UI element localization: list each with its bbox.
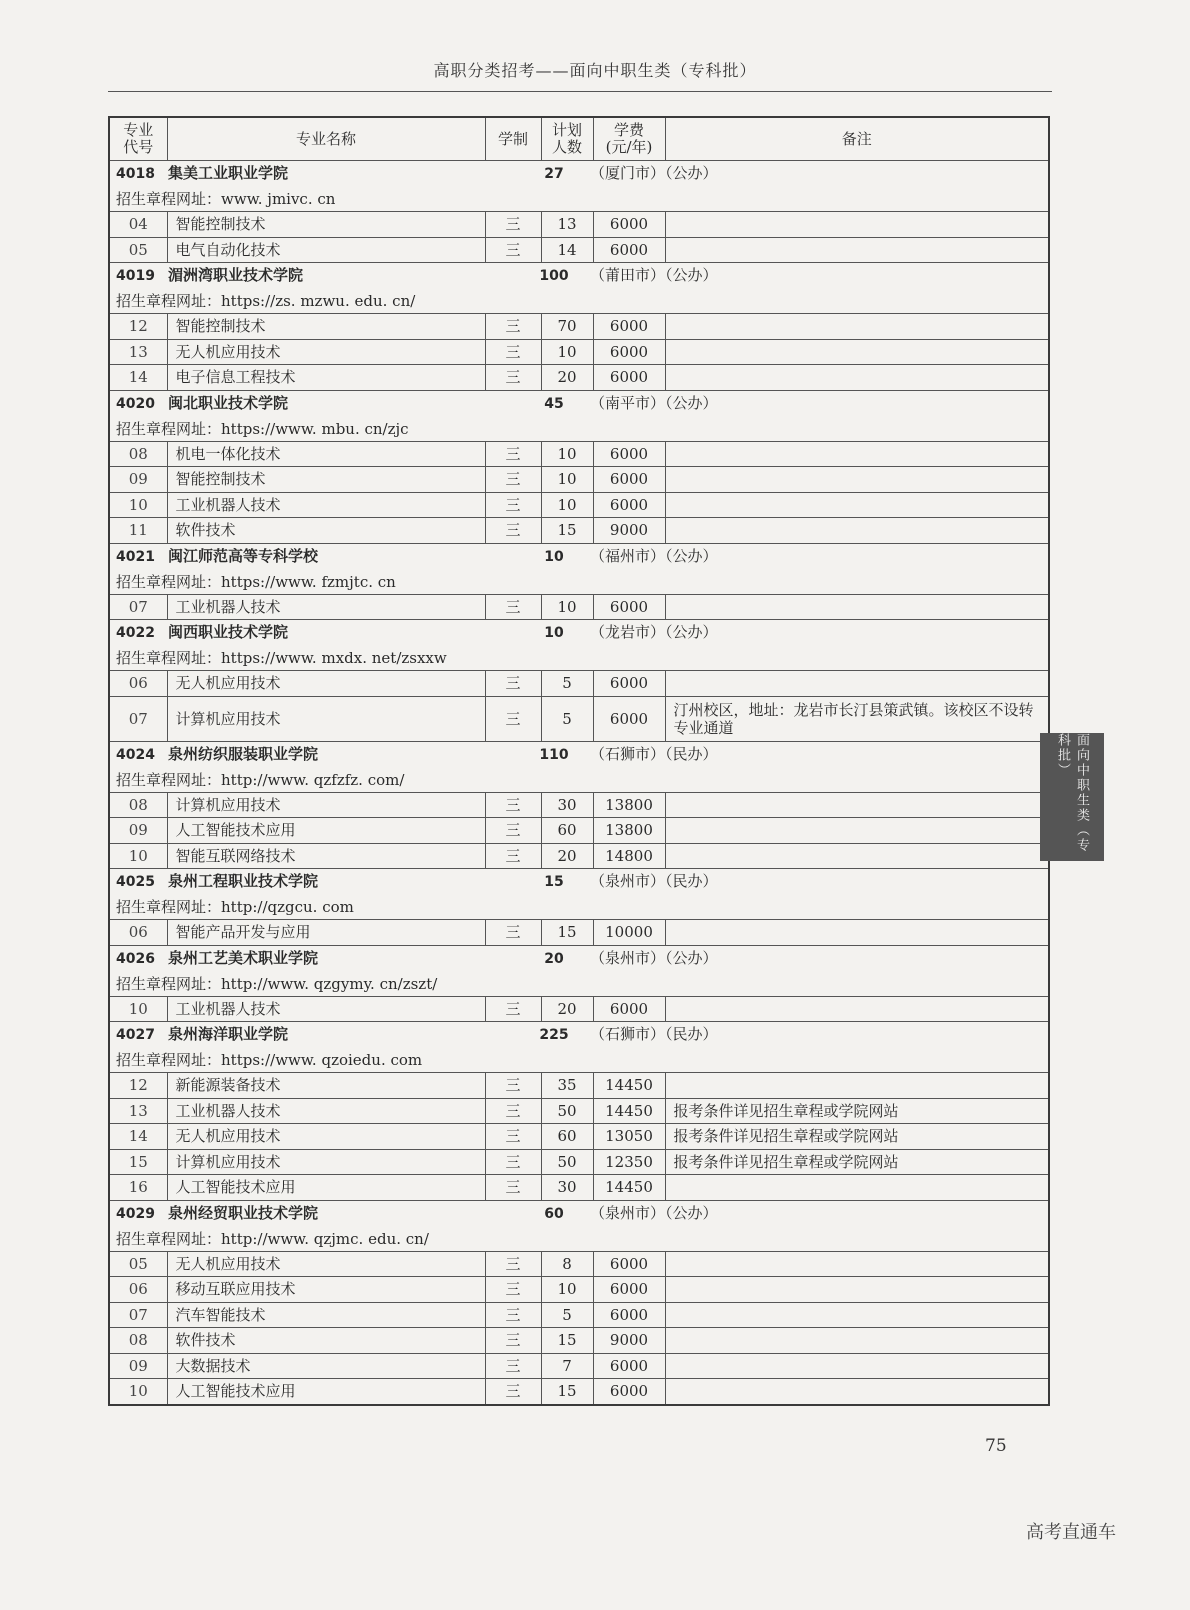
major-row xyxy=(109,1098,1049,1124)
school-url-row xyxy=(109,768,1049,793)
major-code: 06 xyxy=(109,920,167,946)
major-name: 计算机应用技术 xyxy=(167,696,485,741)
major-note xyxy=(665,212,1049,238)
school-location: （泉州市）（民办） xyxy=(590,872,718,890)
major-note xyxy=(665,1175,1049,1201)
school-plan: 60 xyxy=(544,1205,564,1222)
school-code: 4021 xyxy=(116,548,155,565)
school-plan: 45 xyxy=(544,395,564,412)
major-length: 三 xyxy=(485,1353,541,1379)
major-code: 12 xyxy=(109,1073,167,1099)
major-plan: 50 xyxy=(541,1149,593,1175)
major-plan: 20 xyxy=(541,996,593,1022)
major-length: 三 xyxy=(485,1098,541,1124)
major-code: 07 xyxy=(109,594,167,620)
major-code: 04 xyxy=(109,212,167,238)
school-location: （厦门市）（公办） xyxy=(590,164,718,182)
major-name: 工业机器人技术 xyxy=(167,996,485,1022)
major-code: 10 xyxy=(109,996,167,1022)
major-length: 三 xyxy=(485,1175,541,1201)
major-fee: 12350 xyxy=(593,1149,665,1175)
major-length: 三 xyxy=(485,696,541,741)
major-note xyxy=(665,1277,1049,1303)
major-plan: 20 xyxy=(541,843,593,869)
major-fee: 10000 xyxy=(593,920,665,946)
major-row xyxy=(109,696,1049,741)
col-header-length: 学制 xyxy=(485,117,541,161)
header-rule xyxy=(108,91,1052,92)
major-row xyxy=(109,492,1049,518)
school-name: 闽北职业技术学院 xyxy=(168,393,289,412)
major-note xyxy=(665,818,1049,844)
major-code: 10 xyxy=(109,492,167,518)
major-fee: 9000 xyxy=(593,518,665,544)
school-url: www. jmivc. cn xyxy=(221,190,336,208)
major-plan: 60 xyxy=(541,818,593,844)
major-row xyxy=(109,920,1049,946)
school-url: http://www. qzgymy. cn/zszt/ xyxy=(221,974,438,993)
school-name: 泉州工程职业技术学院 xyxy=(168,872,319,890)
major-fee: 6000 xyxy=(593,365,665,391)
major-plan: 10 xyxy=(541,1277,593,1303)
major-note xyxy=(665,237,1049,263)
major-length: 三 xyxy=(485,339,541,365)
major-name: 工业机器人技术 xyxy=(167,594,485,620)
major-name: 工业机器人技术 xyxy=(167,1098,485,1124)
major-length: 三 xyxy=(485,1379,541,1405)
major-plan: 70 xyxy=(541,314,593,340)
page-number: 75 xyxy=(985,1436,1007,1456)
major-length: 三 xyxy=(485,492,541,518)
major-note: 报考条件详见招生章程或学院网站 xyxy=(665,1124,1049,1150)
major-row xyxy=(109,467,1049,493)
major-row xyxy=(109,314,1049,340)
major-code: 08 xyxy=(109,441,167,467)
major-note xyxy=(665,792,1049,818)
major-note xyxy=(665,1302,1049,1328)
major-name: 计算机应用技术 xyxy=(167,1149,485,1175)
major-name: 人工智能技术应用 xyxy=(167,818,485,844)
major-note: 报考条件详见招生章程或学院网站 xyxy=(665,1098,1049,1124)
major-code: 09 xyxy=(109,818,167,844)
major-fee: 14450 xyxy=(593,1098,665,1124)
major-length: 三 xyxy=(485,467,541,493)
major-plan: 13 xyxy=(541,212,593,238)
major-note xyxy=(665,1073,1049,1099)
major-length: 三 xyxy=(485,441,541,467)
school-location: （石狮市）（民办） xyxy=(590,744,718,763)
school-row xyxy=(109,741,1049,768)
major-fee: 14450 xyxy=(593,1175,665,1201)
major-length: 三 xyxy=(485,365,541,391)
major-code: 12 xyxy=(109,314,167,340)
school-row xyxy=(109,1200,1049,1227)
major-length: 三 xyxy=(485,1302,541,1328)
school-plan: 10 xyxy=(544,625,564,641)
major-name: 智能互联网络技术 xyxy=(167,843,485,869)
major-note xyxy=(665,1379,1049,1405)
major-row xyxy=(109,1277,1049,1303)
school-url-row xyxy=(109,895,1049,920)
major-row xyxy=(109,1175,1049,1201)
major-name: 汽车智能技术 xyxy=(167,1302,485,1328)
major-row xyxy=(109,1353,1049,1379)
major-plan: 14 xyxy=(541,237,593,263)
school-url: http://www. qzjmc. edu. cn/ xyxy=(221,1229,429,1248)
major-row xyxy=(109,441,1049,467)
major-name: 智能产品开发与应用 xyxy=(167,920,485,946)
school-location: （莆田市）（公办） xyxy=(590,266,718,284)
major-plan: 5 xyxy=(541,671,593,697)
major-plan: 15 xyxy=(541,518,593,544)
major-note xyxy=(665,843,1049,869)
major-length: 三 xyxy=(485,1251,541,1277)
major-note xyxy=(665,1328,1049,1354)
school-url: https://www. mxdx. net/zsxxw xyxy=(221,649,447,667)
major-name: 电子信息工程技术 xyxy=(167,365,485,391)
major-plan: 8 xyxy=(541,1251,593,1277)
major-name: 新能源装备技术 xyxy=(167,1073,485,1099)
school-url: http://qzgcu. com xyxy=(221,898,354,916)
major-note xyxy=(665,339,1049,365)
major-fee: 6000 xyxy=(593,1379,665,1405)
school-code: 4027 xyxy=(116,1027,155,1043)
url-label: 招生章程网址： xyxy=(116,974,222,993)
major-plan: 10 xyxy=(541,467,593,493)
major-row xyxy=(109,237,1049,263)
major-note xyxy=(665,365,1049,391)
major-note xyxy=(665,314,1049,340)
major-fee: 6000 xyxy=(593,492,665,518)
major-row xyxy=(109,996,1049,1022)
major-code: 09 xyxy=(109,467,167,493)
school-location: （石狮市）（民办） xyxy=(590,1025,718,1043)
school-url-row xyxy=(109,1227,1049,1252)
major-length: 三 xyxy=(485,843,541,869)
school-row xyxy=(109,543,1049,570)
school-code: 4018 xyxy=(116,166,155,182)
school-name: 闽江师范高等专科学校 xyxy=(168,546,319,565)
major-plan: 35 xyxy=(541,1073,593,1099)
school-location: （泉州市）（公办） xyxy=(590,948,718,967)
school-location: （龙岩市）（公办） xyxy=(590,623,718,641)
major-name: 移动互联应用技术 xyxy=(167,1277,485,1303)
major-fee: 6000 xyxy=(593,467,665,493)
major-note xyxy=(665,518,1049,544)
major-length: 三 xyxy=(485,920,541,946)
school-name: 湄洲湾职业技术学院 xyxy=(168,266,304,284)
major-plan: 5 xyxy=(541,1302,593,1328)
major-note xyxy=(665,1353,1049,1379)
major-fee: 6000 xyxy=(593,1277,665,1303)
major-plan: 7 xyxy=(541,1353,593,1379)
school-location: （福州市）（公办） xyxy=(590,546,718,565)
school-url-row xyxy=(109,570,1049,595)
school-url-row xyxy=(109,1048,1049,1073)
major-name: 无人机应用技术 xyxy=(167,1124,485,1150)
major-fee: 6000 xyxy=(593,1353,665,1379)
major-fee: 6000 xyxy=(593,996,665,1022)
major-plan: 10 xyxy=(541,492,593,518)
major-name: 智能控制技术 xyxy=(167,212,485,238)
major-plan: 30 xyxy=(541,1175,593,1201)
table-header-row xyxy=(109,117,1049,161)
col-header-name: 专业名称 xyxy=(167,117,485,161)
major-plan: 5 xyxy=(541,696,593,741)
major-row xyxy=(109,1302,1049,1328)
major-plan: 20 xyxy=(541,365,593,391)
major-row xyxy=(109,1379,1049,1405)
major-row xyxy=(109,843,1049,869)
major-row xyxy=(109,671,1049,697)
school-code: 4024 xyxy=(116,746,155,763)
major-name: 无人机应用技术 xyxy=(167,339,485,365)
major-code: 07 xyxy=(109,1302,167,1328)
school-code: 4029 xyxy=(116,1205,155,1222)
school-url: https://www. fzmjtc. cn xyxy=(221,572,396,591)
major-note xyxy=(665,492,1049,518)
major-length: 三 xyxy=(485,518,541,544)
major-length: 三 xyxy=(485,671,541,697)
school-code: 4022 xyxy=(116,625,155,641)
major-name: 软件技术 xyxy=(167,1328,485,1354)
major-plan: 60 xyxy=(541,1124,593,1150)
url-label: 招生章程网址： xyxy=(116,292,222,310)
major-plan: 50 xyxy=(541,1098,593,1124)
major-row xyxy=(109,518,1049,544)
major-length: 三 xyxy=(485,1073,541,1099)
school-row xyxy=(109,945,1049,972)
major-code: 08 xyxy=(109,1328,167,1354)
major-fee: 9000 xyxy=(593,1328,665,1354)
major-fee: 14450 xyxy=(593,1073,665,1099)
school-row xyxy=(109,161,1049,188)
major-row xyxy=(109,792,1049,818)
school-name: 泉州工艺美术职业学院 xyxy=(168,948,319,967)
school-code: 4020 xyxy=(116,395,155,412)
major-fee: 6000 xyxy=(593,594,665,620)
major-length: 三 xyxy=(485,237,541,263)
school-code: 4025 xyxy=(116,874,155,890)
url-label: 招生章程网址： xyxy=(116,770,222,789)
major-name: 计算机应用技术 xyxy=(167,792,485,818)
major-note: 报考条件详见招生章程或学院网站 xyxy=(665,1149,1049,1175)
school-url: https://www. mbu. cn/zjc xyxy=(221,419,409,438)
major-fee: 6000 xyxy=(593,314,665,340)
major-code: 06 xyxy=(109,671,167,697)
major-row xyxy=(109,594,1049,620)
school-code: 4026 xyxy=(116,950,155,967)
major-row xyxy=(109,1251,1049,1277)
major-note xyxy=(665,996,1049,1022)
major-fee: 6000 xyxy=(593,212,665,238)
url-label: 招生章程网址： xyxy=(116,190,222,208)
major-code: 16 xyxy=(109,1175,167,1201)
school-name: 集美工业职业学院 xyxy=(168,164,289,182)
school-url-row xyxy=(109,289,1049,314)
major-code: 10 xyxy=(109,843,167,869)
major-code: 05 xyxy=(109,237,167,263)
major-note: 汀州校区，地址：龙岩市长汀县策武镇。该校区不设转专业通道 xyxy=(665,696,1049,741)
major-code: 10 xyxy=(109,1379,167,1405)
table-body xyxy=(109,161,1049,1405)
major-length: 三 xyxy=(485,996,541,1022)
major-plan: 30 xyxy=(541,792,593,818)
major-fee: 6000 xyxy=(593,1251,665,1277)
col-header-code: 专业 代号 xyxy=(109,117,167,161)
url-label: 招生章程网址： xyxy=(116,898,222,916)
major-note xyxy=(665,1251,1049,1277)
major-length: 三 xyxy=(485,314,541,340)
major-length: 三 xyxy=(485,594,541,620)
major-length: 三 xyxy=(485,212,541,238)
major-code: 09 xyxy=(109,1353,167,1379)
major-name: 无人机应用技术 xyxy=(167,1251,485,1277)
school-name: 闽西职业技术学院 xyxy=(168,623,289,641)
major-note xyxy=(665,441,1049,467)
school-url: http://www. qzfzfz. com/ xyxy=(221,770,405,789)
major-code: 07 xyxy=(109,696,167,741)
school-plan: 27 xyxy=(544,166,564,182)
major-name: 工业机器人技术 xyxy=(167,492,485,518)
major-plan: 15 xyxy=(541,920,593,946)
major-code: 14 xyxy=(109,365,167,391)
school-code: 4019 xyxy=(116,268,155,284)
major-name: 智能控制技术 xyxy=(167,314,485,340)
major-fee: 6000 xyxy=(593,237,665,263)
major-fee: 6000 xyxy=(593,696,665,741)
major-note xyxy=(665,671,1049,697)
enrollment-table xyxy=(108,116,1050,1406)
school-name: 泉州海洋职业学院 xyxy=(168,1025,289,1043)
school-url-row xyxy=(109,417,1049,442)
school-url: https://www. qzoiedu. com xyxy=(221,1051,423,1069)
major-fee: 13050 xyxy=(593,1124,665,1150)
major-length: 三 xyxy=(485,1328,541,1354)
col-header-plan: 计划 人数 xyxy=(541,117,593,161)
major-length: 三 xyxy=(485,1277,541,1303)
major-code: 15 xyxy=(109,1149,167,1175)
major-name: 人工智能技术应用 xyxy=(167,1379,485,1405)
major-code: 11 xyxy=(109,518,167,544)
col-header-note: 备注 xyxy=(665,117,1049,161)
watermark: 高考直通车 xyxy=(1026,1522,1116,1543)
major-name: 智能控制技术 xyxy=(167,467,485,493)
major-plan: 10 xyxy=(541,441,593,467)
school-plan: 225 xyxy=(539,1027,569,1043)
school-row xyxy=(109,620,1049,647)
major-fee: 6000 xyxy=(593,441,665,467)
school-plan: 100 xyxy=(539,268,569,284)
major-row xyxy=(109,212,1049,238)
major-row xyxy=(109,365,1049,391)
major-fee: 13800 xyxy=(593,792,665,818)
school-plan: 15 xyxy=(544,874,564,890)
major-code: 13 xyxy=(109,1098,167,1124)
col-header-fee: 学费 (元/年) xyxy=(593,117,665,161)
major-note xyxy=(665,920,1049,946)
url-label: 招生章程网址： xyxy=(116,1051,222,1069)
major-row xyxy=(109,1149,1049,1175)
school-row xyxy=(109,263,1049,290)
major-note xyxy=(665,594,1049,620)
major-fee: 14800 xyxy=(593,843,665,869)
major-name: 人工智能技术应用 xyxy=(167,1175,485,1201)
running-head: 高职分类招考——面向中职生类（专科批） xyxy=(433,61,757,80)
major-fee: 6000 xyxy=(593,1302,665,1328)
major-length: 三 xyxy=(485,1149,541,1175)
url-label: 招生章程网址： xyxy=(116,649,222,667)
school-location: （泉州市）（公办） xyxy=(590,1203,718,1222)
school-url: https://zs. mzwu. edu. cn/ xyxy=(221,292,416,310)
major-row xyxy=(109,1328,1049,1354)
school-url-row xyxy=(109,187,1049,212)
major-fee: 6000 xyxy=(593,339,665,365)
major-name: 大数据技术 xyxy=(167,1353,485,1379)
major-fee: 6000 xyxy=(593,671,665,697)
school-name: 泉州经贸职业技术学院 xyxy=(168,1203,319,1222)
major-name: 软件技术 xyxy=(167,518,485,544)
major-row xyxy=(109,818,1049,844)
school-url-row xyxy=(109,972,1049,997)
url-label: 招生章程网址： xyxy=(116,1229,222,1248)
school-row xyxy=(109,869,1049,896)
major-length: 三 xyxy=(485,1124,541,1150)
school-row xyxy=(109,1022,1049,1049)
major-name: 机电一体化技术 xyxy=(167,441,485,467)
school-plan: 110 xyxy=(539,746,569,763)
school-name: 泉州纺织服装职业学院 xyxy=(168,744,319,763)
school-plan: 10 xyxy=(544,548,564,565)
section-side-tab: 面向中职生类（专科批） xyxy=(1040,733,1104,861)
school-location: （南平市）（公办） xyxy=(590,393,718,412)
url-label: 招生章程网址： xyxy=(116,572,222,591)
major-code: 06 xyxy=(109,1277,167,1303)
school-url-row xyxy=(109,646,1049,671)
major-length: 三 xyxy=(485,792,541,818)
major-plan: 15 xyxy=(541,1328,593,1354)
school-plan: 20 xyxy=(544,950,564,967)
major-fee: 13800 xyxy=(593,818,665,844)
major-note xyxy=(665,467,1049,493)
major-code: 14 xyxy=(109,1124,167,1150)
major-code: 05 xyxy=(109,1251,167,1277)
major-name: 电气自动化技术 xyxy=(167,237,485,263)
url-label: 招生章程网址： xyxy=(116,419,222,438)
major-row xyxy=(109,1073,1049,1099)
enrollment-table-container xyxy=(108,116,1048,1406)
school-row xyxy=(109,390,1049,417)
major-length: 三 xyxy=(485,818,541,844)
major-code: 13 xyxy=(109,339,167,365)
major-name: 无人机应用技术 xyxy=(167,671,485,697)
major-code: 08 xyxy=(109,792,167,818)
major-plan: 10 xyxy=(541,594,593,620)
major-row xyxy=(109,1124,1049,1150)
major-row xyxy=(109,339,1049,365)
major-plan: 15 xyxy=(541,1379,593,1405)
major-plan: 10 xyxy=(541,339,593,365)
